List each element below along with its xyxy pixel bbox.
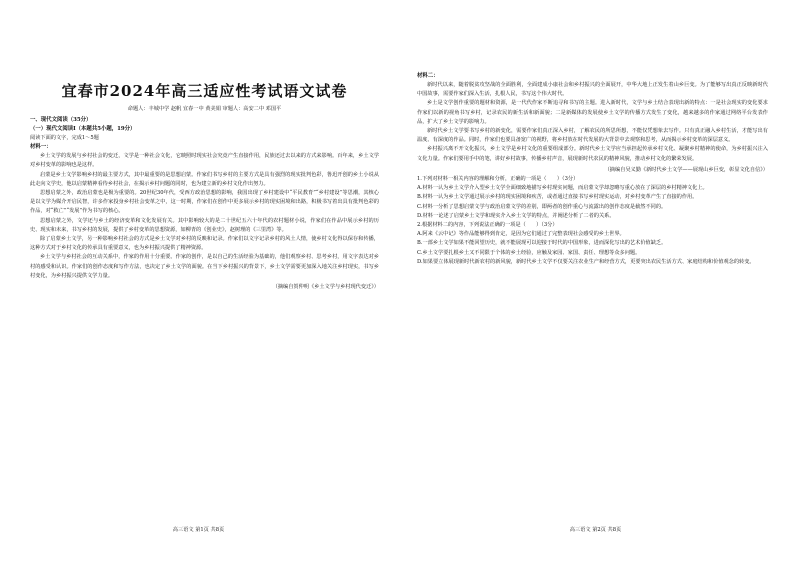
- material-label: 材料一：: [30, 144, 52, 151]
- option-d: D.材料一论述了启蒙乡土文学和现实介入乡土文学的特点，并阐述分析了二者的关系。: [417, 212, 615, 219]
- paragraph: 乡村振兴离不开文化振兴，乡土文学是乡村文化的重要组成部分。新时代乡土文学应当承担起传承乡村文化、凝聚乡村精神的使命，为乡村振兴注入文化力量。作家们要用手中的笔，讲好乡村故事，传播乡村声音，展现新时代农民的精神风貌，推动乡村文化的繁荣发展。: [417, 146, 768, 162]
- paragraph: 除了启蒙乡土文学，另一种影响乡村社会的方式是乡土文学对乡村的反映和记录。作家们以文字记录乡村的风土人情，使乡村文化得以保存和传播，这种方式对于乡村文化的传承具有重要意义，也为乡村振兴提供了精神资源。: [30, 236, 379, 252]
- paragraph: 新时代乡土文学要书写乡村的新变化，需要作家们真正深入乡村，了解农民的所思所想，不能仅凭想象去写作。只有真正融入乡村生活，才能写出有温度、有深度的作品。同时，作家们也要具备宽广的视野，将乡村放在时代发展的大背景中去观察和思考，从而揭示乡村变革的深层意义。: [417, 128, 768, 144]
- section-heading: 一、现代文阅读（35分）: [30, 117, 92, 123]
- paragraph: 思想启蒙之外，文学还与乡土的经济变革和文化发展有关。其中影响较大的是二十世纪五六十年代的农村题材小说，作家们在作品中展示乡村的历史、现实和未来，书写乡村的发展，提供了乡村变革的思想资源，如柳青的《创业史》，赵树理的《三里湾》等。: [30, 217, 379, 233]
- page-footer: 高三语文 第2页 共8页: [569, 527, 622, 533]
- paragraph: 乡土文学的发展与乡村社会的变迁，文学是一种社会文化，它映照时现实社会究竟产生直接作用，民族还过去以来的方式来影响。百年来，乡土文学对乡村变革的影响也是这样。: [30, 153, 379, 169]
- option-a: A.阿来《云中记》等作品能够得到肯定，是因为它们通过了完整表现社会感受的乡土世界。: [417, 231, 625, 238]
- page-footer: 高三语文 第1页 共8页: [172, 527, 225, 533]
- paragraph: 启蒙是乡土文学影响乡村的最主要方式，其中最重要的是思想启蒙。作家们书写乡村的主要方式是具有强烈的现实批判色彩，鲁迅开创的乡土小说从此走向文学史，他以启蒙精神看待乡村社会，在揭示乡村问题的同时，也为建立新的乡村文化作出努力。: [30, 171, 379, 187]
- instruction: 阅读下面的文字，完成1～5题: [30, 135, 99, 141]
- paragraph: 思想启蒙之外，政治启蒙也是极为重要的。20世纪30年代，受西方政治思想的影响，我国出现了乡村建设中“平民教育”“乡村建设”等思潮，其核心是以文学为媒介开启民智，许多作家投身乡村社会变革之中，这一时期，作家们在创作中更多展示乡村的现实困境和出路，积极书写着出具有批判色彩的作品，对“救亡”“发展”作为书写的核心。: [30, 190, 379, 215]
- option-c: C.乡土文学要扎根乡土又不同限于个体的乡土经验，应触及家园、家国、责任、理想等众多问题。: [417, 249, 641, 256]
- authors-line: 命题人：丰城中学 赵帆 宜春一中 黄美娟 审题人：高安二中 邓国平: [127, 106, 282, 112]
- paragraph: 乡土文学与乡村社会的互动关系中，作家的作用十分重要。作家的创作，是以自己的生活经验为基础的，他们观察乡村、思考乡村，用文字表达对乡村的感受和认识。作家们的创作态度和写作方法，也决定了乡土文学的面貌。在当下乡村振兴的背景下，乡土文学需要更加深入地关注乡村现实，书写乡村变化，为乡村振兴提供文学力量。: [30, 254, 379, 279]
- page-right: [397, 0, 794, 561]
- option-c: C.材料一分析了思想启蒙文学与政治启蒙文学的差别，即两者的创作重心与流露出的创作态度是截然不同的。: [417, 203, 667, 210]
- question-2: 2.根据材料二的内容，下列说法正确的一项是（ ）（3分）: [417, 222, 558, 229]
- source-citation: （摘编自贺仲明《乡土文学与乡村现代变迁》）: [272, 284, 379, 291]
- material-label: 材料二：: [417, 73, 439, 79]
- option-b: B.一部乡土文学如果不能回望历史，就不能展现可以迎接于时代的中国形象，进而深化写出的艺术价值缺乏。: [417, 240, 667, 247]
- question-1: 1.下列对材料一相关内容的理解和分析，正确的一项是（ ）（3分）: [417, 176, 579, 183]
- option-d: D.如果要立体展现新时代新农村的新风貌，新时代乡土文学不仅要关注农业生产和经营方式，更要突出农民生活方式、家庭结构和价值观念的转变。: [417, 258, 755, 265]
- option-b: B.材料一认为乡土文学通过展示乡村的现实困境和疾苦，或者通过直接书写乡村现实运动，对乡村变革产生了直接的作用。: [417, 194, 698, 201]
- exam-title: 宜春市2024年高三适应性考试语文试卷: [61, 82, 348, 100]
- paragraph: 新时代以来，随着脱贫攻坚战的全面胜利，全面建成小康社会和乡村振兴的全面展开，中华大地上正发生着山乡巨变。为了能够写出真正反映新时代中国故事，需要作家们深入生活，扎根人民，书写这个伟大时代。: [417, 82, 768, 98]
- source-citation: （摘编自吴义勤《新时代乡土文学——展现山乡巨变，彰显文化自信》）: [604, 166, 768, 173]
- subsection-heading: （一）现代文阅读Ⅰ（本题共5小题，19分）: [30, 126, 136, 132]
- option-a: A.材料一认为乡土文学介入型乡土文学全面细致地描写乡村现实问题，而启蒙文学却忽略写重心放在了深层的乡村精神文化上。: [417, 185, 708, 192]
- paragraph: 乡土是文学创作重要的题材和资源，是一代代作家不断追寻和书写的主题。进入新时代，文学与乡土结合表现出新的特点：一是社会现实的变化要求作家们以新的视角书写乡村，记录农民的新生活和新面貌；二是新媒体的发展使乡土文学的传播方式发生了变化，越来越多的作家通过网络平台发表作品，扩大了乡土文学的影响力。: [417, 100, 768, 125]
